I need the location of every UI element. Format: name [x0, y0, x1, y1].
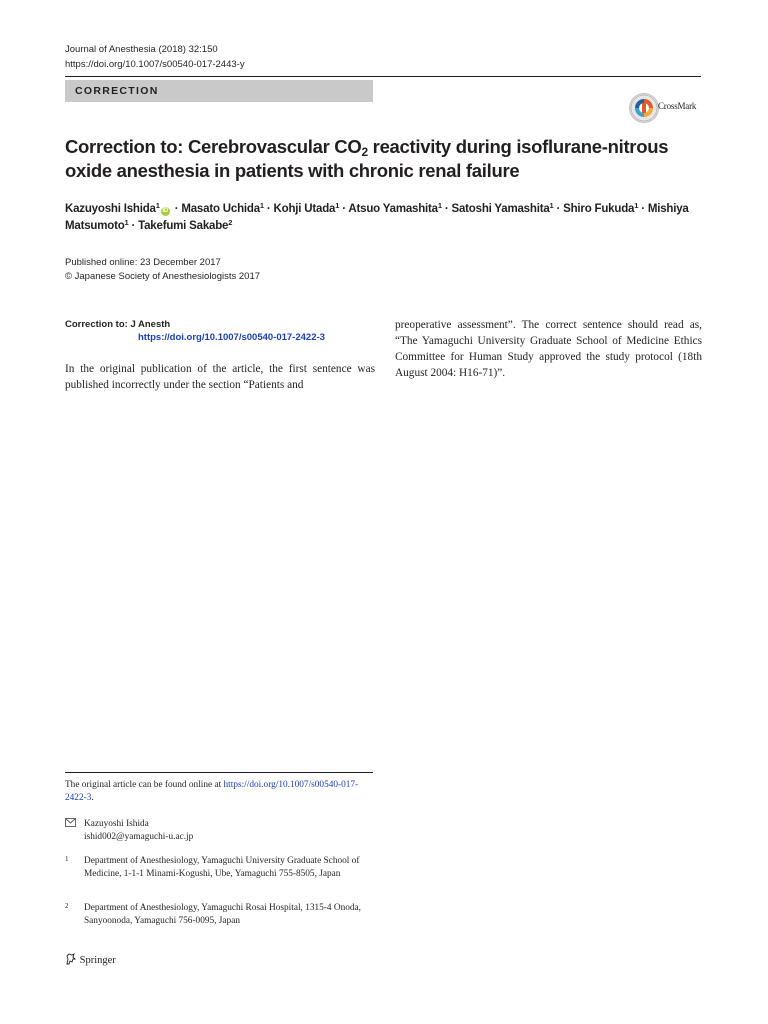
author-affiliation-marker: 1	[155, 201, 160, 210]
author-separator: ·	[263, 203, 274, 215]
contact-name: Kazuyoshi Ishida	[84, 819, 149, 829]
author-name[interactable]: Masato Uchida	[181, 203, 260, 215]
body-paragraph-left: In the original publication of the article, the first sentence was published incorrectly under the section “Patients and	[65, 363, 375, 391]
author-affiliation-marker: 1	[259, 201, 264, 210]
author-name[interactable]: Takefumi Sakabe	[138, 220, 229, 232]
crossmark-badge[interactable]	[629, 93, 703, 123]
author-list	[65, 201, 705, 235]
publication-info	[65, 256, 260, 284]
crossmark-label: CrossMark	[658, 101, 697, 111]
body-paragraph-right: preoperative assessment”. The correct sentence should read as, “The Yamaguchi University Graduate School of Medicine Ethics Committee for Human Study approved the study protocol (18th August 2004: H16-71)”.	[395, 319, 702, 379]
publisher-name: Springer	[79, 955, 116, 966]
affiliation-1-number: 1	[65, 855, 69, 863]
copyright-line: © Japanese Society of Anesthesiologists 2017	[65, 271, 261, 282]
author-name[interactable]: Kazuyoshi Ishida	[65, 203, 156, 215]
original-note-prefix: The original article can be found online at	[65, 780, 224, 790]
header-rule	[65, 76, 701, 77]
contact-email[interactable]: ishid002@yamaguchi-u.ac.jp	[84, 832, 194, 842]
author-separator: ·	[339, 203, 349, 215]
footnote-rule	[65, 772, 373, 773]
journal-header	[65, 42, 245, 72]
correction-to	[65, 318, 375, 344]
author-affiliation-marker: 1	[549, 201, 554, 210]
article-type-label: CORRECTION	[75, 85, 159, 97]
original-article-note	[65, 779, 375, 805]
author-affiliation-marker: 1	[124, 218, 129, 227]
orcid-icon[interactable]: iD	[162, 208, 169, 214]
author-separator: ·	[638, 203, 648, 215]
author-separator: ·	[553, 203, 564, 215]
original-note-suffix: .	[91, 793, 94, 803]
author-affiliation-marker: 1	[634, 201, 639, 210]
correction-to-label: Correction to: J Anesth	[65, 319, 171, 330]
author-name[interactable]: Shiro Fukuda	[563, 203, 635, 215]
correction-to-doi-link[interactable]: https://doi.org/10.1007/s00540-017-2422-3	[138, 332, 325, 343]
author-name[interactable]: Satoshi Yamashita	[451, 203, 550, 215]
publisher-logo	[65, 953, 116, 966]
title-subscript: 2	[361, 145, 368, 159]
article-type-bar	[65, 80, 373, 102]
article-doi[interactable]: https://doi.org/10.1007/s00540-017-2443-y	[65, 59, 245, 70]
affiliation-1-text: Department of Anesthesiology, Yamaguchi University Graduate School of Medicine, 1-1-1 Minami-Kogushi, Ube, Yamaguchi 755-8505, Japan	[84, 856, 360, 879]
article-title	[65, 135, 705, 183]
crossmark-icon	[629, 93, 659, 123]
title-part2: reactivity during isoflurane-nitrous oxide anesthesia in patients with chronic renal failure	[65, 136, 669, 181]
published-date: Published online: 23 December 2017	[65, 257, 221, 268]
author-separator: ·	[441, 203, 452, 215]
title-part1: Correction to: Cerebrovascular CO	[65, 136, 362, 157]
author-affiliation-marker: 1	[335, 201, 340, 210]
author-name[interactable]: Mishiya Matsumoto	[65, 203, 689, 232]
author-separator: ·	[171, 203, 182, 215]
original-article-link[interactable]: https://doi.org/10.1007/s00540-017-2422-3	[65, 780, 359, 803]
author-affiliation-marker: 2	[228, 218, 233, 227]
author-affiliation-marker: 1	[437, 201, 442, 210]
author-name[interactable]: Atsuo Yamashita	[348, 203, 438, 215]
author-name[interactable]: Kohji Utada	[273, 203, 336, 215]
springer-horse-icon	[65, 955, 80, 966]
affiliation-2-number: 2	[65, 902, 69, 910]
affiliation-2-text: Department of Anesthesiology, Yamaguchi Rosai Hospital, 1315-4 Onoda, Sanyoonoda, Yamaguchi 756-0095, Japan	[84, 903, 361, 926]
envelope-icon	[65, 818, 76, 832]
journal-citation: Journal of Anesthesia (2018) 32:150	[65, 44, 218, 55]
author-separator: ·	[128, 220, 139, 232]
